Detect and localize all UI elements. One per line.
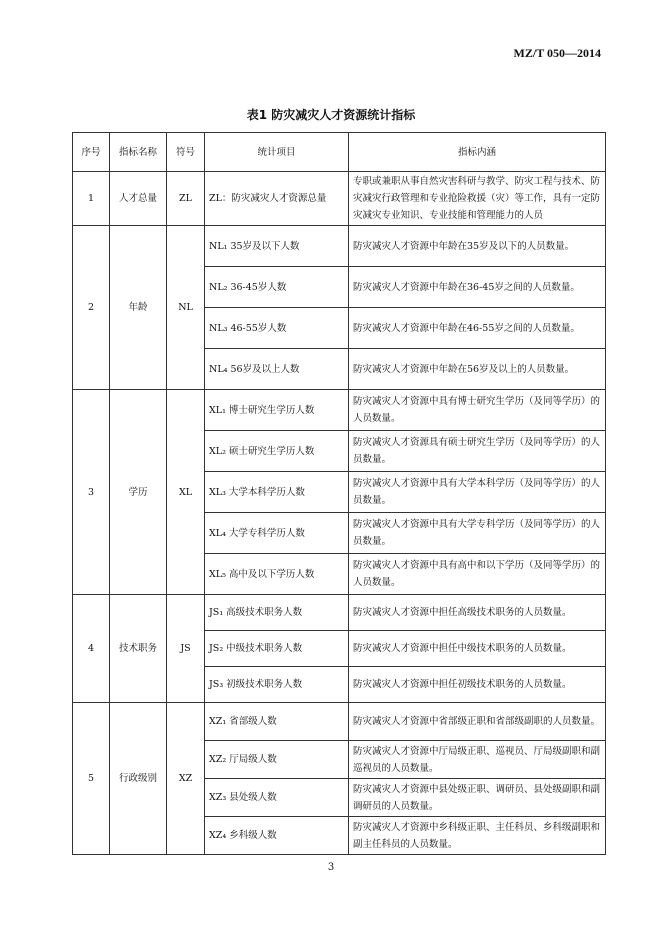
definition-cell: 防灾减灾人才资源中担任高级技术职务的人员数量。: [349, 595, 606, 631]
definition-cell: 防灾减灾人才资源中具有高中和以下学历（及同等学历）的人员数量。: [349, 554, 606, 595]
table-row: [73, 390, 606, 431]
symbol-cell: ZL: [167, 172, 205, 226]
definition-cell: 防灾减灾人才资源中年龄在35岁及以下的人员数量。: [349, 226, 606, 267]
definition-cell: 防灾减灾人才资源中具有大学本科学历（及同等学历）的人员数量。: [349, 472, 606, 513]
definition-cell: 防灾减灾人才资源中省部级正职和省部级副职的人员数量。: [349, 703, 606, 741]
indicator-name-cell: 行政级别: [110, 703, 167, 855]
table-row: [73, 703, 606, 741]
definition-cell: 防灾减灾人才资源中年龄在46-55岁之间的人员数量。: [349, 308, 606, 349]
definition-cell: 防灾减灾人才资源中厅局级正职、巡视员、厅局级副职和副巡视员的人员数量。: [349, 741, 606, 779]
stat-item-cell: XL₅ 高中及以下学历人数: [205, 554, 349, 595]
definition-cell: 防灾减灾人才资源中乡科级正职、主任科员、乡科级副职和副主任科员的人员数量。: [349, 817, 606, 855]
symbol-cell: XL: [167, 390, 205, 595]
stat-item-cell: XZ₃ 县处级人数: [205, 779, 349, 817]
table-header-row: [73, 133, 606, 172]
column-header-name: 指标名称: [110, 133, 167, 172]
stat-item-cell: XZ₂ 厅局级人数: [205, 741, 349, 779]
column-header-definition: 指标内涵: [349, 133, 606, 172]
page-number: 3: [327, 862, 335, 873]
row-number-cell: 2: [73, 226, 110, 390]
row-number-cell: 5: [73, 703, 110, 855]
row-number-cell: 1: [73, 172, 110, 226]
definition-cell: 防灾减灾人才资源中具有博士研究生学历（及同等学历）的人员数量。: [349, 390, 606, 431]
column-header-no: 序号: [73, 133, 110, 172]
symbol-cell: NL: [167, 226, 205, 390]
stat-item-cell: XL₂ 硕士研究生学历人数: [205, 431, 349, 472]
definition-cell: 专职或兼职从事自然灾害科研与教学、防灾工程与技术、防灾减灾行政管理和专业抢险救援（灾）等工作，具有一定防灾减灾专业知识、专业技能和管理能力的人员: [349, 172, 606, 226]
definition-cell: 防灾减灾人才资源中担任中级技术职务的人员数量。: [349, 631, 606, 667]
row-number-cell: 3: [73, 390, 110, 595]
indicator-name-cell: 年龄: [110, 226, 167, 390]
stat-item-cell: XL₄ 大学专科学历人数: [205, 513, 349, 554]
stat-item-cell: NL₂ 36-45岁人数: [205, 267, 349, 308]
table-row: [73, 595, 606, 631]
stat-item-cell: JS₂ 中级技术职务人数: [205, 631, 349, 667]
table-body: [73, 172, 606, 855]
stat-item-cell: XZ₁ 省部级人数: [205, 703, 349, 741]
definition-cell: 防灾减灾人才资源中年龄在56岁及以上的人员数量。: [349, 349, 606, 390]
table-title: 表1 防灾减灾人才资源统计指标: [246, 108, 416, 122]
indicator-name-cell: 技术职务: [110, 595, 167, 703]
definition-cell: 防灾减灾人才资源中年龄在36-45岁之间的人员数量。: [349, 267, 606, 308]
table-row: [73, 226, 606, 267]
definition-cell: 防灾减灾人才资源中担任初级技术职务的人员数量。: [349, 667, 606, 703]
stat-item-cell: XL₃ 大学本科学历人数: [205, 472, 349, 513]
stat-item-cell: NL₁ 35岁及以下人数: [205, 226, 349, 267]
symbol-cell: JS: [167, 595, 205, 703]
column-header-symbol: 符号: [167, 133, 205, 172]
row-number-cell: 4: [73, 595, 110, 703]
stat-item-cell: XL₁ 博士研究生学历人数: [205, 390, 349, 431]
stat-item-cell: JS₃ 初级技术职务人数: [205, 667, 349, 703]
indicator-table: [72, 132, 606, 855]
stat-item-cell: NL₃ 46-55岁人数: [205, 308, 349, 349]
column-header-item: 统计项目: [205, 133, 349, 172]
definition-cell: 防灾减灾人才资源中县处级正职、调研员、县处级副职和副调研员的人员数量。: [349, 779, 606, 817]
indicator-name-cell: 人才总量: [110, 172, 167, 226]
standard-code: MZ/T 050—2014: [513, 46, 601, 60]
stat-item-cell: XZ₄ 乡科级人数: [205, 817, 349, 855]
table-row: [73, 172, 606, 226]
indicator-name-cell: 学历: [110, 390, 167, 595]
stat-item-cell: JS₁ 高级技术职务人数: [205, 595, 349, 631]
symbol-cell: XZ: [167, 703, 205, 855]
stat-item-cell: ZL：防灾减灾人才资源总量: [205, 172, 349, 226]
stat-item-cell: NL₄ 56岁及以上人数: [205, 349, 349, 390]
definition-cell: 防灾减灾人才资源具有硕士研究生学历（及同等学历）的人员数量。: [349, 431, 606, 472]
definition-cell: 防灾减灾人才资源中具有大学专科学历（及同等学历）的人员数量。: [349, 513, 606, 554]
